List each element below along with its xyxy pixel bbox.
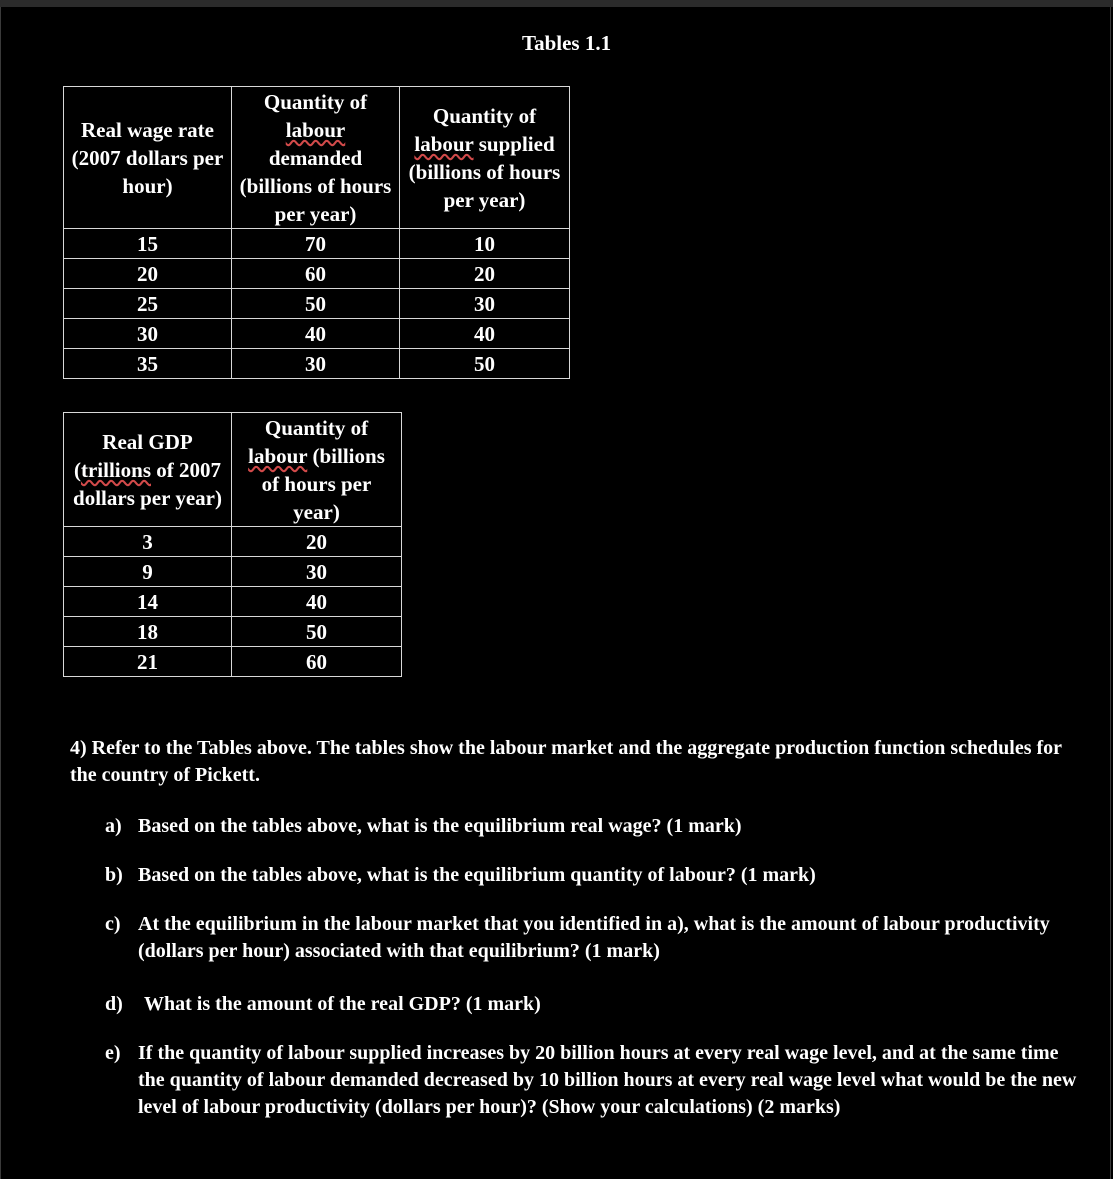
table-cell: 30 (232, 557, 402, 587)
table-row (64, 557, 402, 587)
table-cell: 70 (232, 229, 400, 259)
header-quantity-of-labour (232, 413, 402, 527)
table-row (64, 259, 570, 289)
labour-market-table (63, 86, 570, 379)
table-cell: 60 (232, 647, 402, 677)
table-row (64, 527, 402, 557)
header-text: Quantity of labour supplied (billions of hours per year) (408, 103, 561, 212)
table-cell: 50 (232, 617, 402, 647)
table-row (64, 319, 570, 349)
part-marker: a) (105, 815, 122, 837)
table-cell: 18 (64, 617, 232, 647)
table-row (64, 289, 570, 319)
table-cell: 30 (64, 319, 232, 349)
table-cell: 20 (64, 259, 232, 289)
table-row (64, 587, 402, 617)
header-labour-demanded (232, 87, 400, 229)
table-cell: 25 (64, 289, 232, 319)
table-cell: 30 (232, 349, 400, 379)
table-cell: 35 (64, 349, 232, 379)
table-cell: 30 (400, 289, 570, 319)
question-part-c (105, 911, 1080, 965)
header-text: Real GDP (trillions of 2007 dollars per year) (73, 429, 222, 510)
header-text: Real wage rate (2007 dollars per hour) (71, 117, 224, 198)
header-real-wage-rate (64, 87, 232, 229)
document-page (0, 7, 1111, 1179)
table-cell: 40 (232, 319, 400, 349)
table-header-row (64, 87, 570, 229)
table-cell: 40 (400, 319, 570, 349)
question-part-e (105, 1040, 1080, 1121)
table-cell: 9 (64, 557, 232, 587)
part-text: Based on the tables above, what is the equilibrium quantity of labour? (1 mark) (138, 864, 816, 886)
header-labour-supplied (400, 87, 570, 229)
question-part-b (105, 862, 1080, 889)
table-row (64, 229, 570, 259)
table-row (64, 647, 402, 677)
table-cell: 60 (232, 259, 400, 289)
table-cell: 10 (400, 229, 570, 259)
table-cell: 15 (64, 229, 232, 259)
table-cell: 50 (232, 289, 400, 319)
question-part-a (105, 813, 1080, 840)
tables-caption: Tables 1.1 (522, 31, 612, 55)
question-intro: 4) Refer to the Tables above. The tables show the labour market and the aggregate production function schedules for the country of Pickett. (70, 737, 1062, 786)
table-header-row (64, 413, 402, 527)
part-text: Based on the tables above, what is the equilibrium real wage? (1 mark) (138, 815, 742, 837)
part-marker: d) (105, 993, 123, 1015)
part-marker: b) (105, 864, 123, 886)
production-function-table (63, 412, 402, 677)
table-cell: 14 (64, 587, 232, 617)
header-text: Quantity of labour demanded (billions of hours per year) (239, 89, 392, 226)
part-text: At the equilibrium in the labour market that you identified in a), what is the amount of labour productivity (dollars per hour) associated with that equilibrium? (1 mark) (138, 913, 1050, 962)
window-top-edge (0, 0, 1113, 7)
part-text: If the quantity of labour supplied increases by 20 billion hours at every real wage level, and at the same time the quantity of labour demanded decreased by 10 billion hours at every real wage level what would be the new level of labour productivity (dollars per hour)? (Show your calculations) (2 marks) (138, 1042, 1077, 1118)
table-cell: 40 (232, 587, 402, 617)
table-cell: 21 (64, 647, 232, 677)
question-part-d (105, 991, 1080, 1018)
header-real-gdp (64, 413, 232, 527)
table-row (64, 617, 402, 647)
part-text: What is the amount of the real GDP? (1 mark) (144, 993, 541, 1015)
header-text: Quantity of labour (billions of hours per year) (248, 415, 385, 524)
table-cell: 3 (64, 527, 232, 557)
table-cell: 20 (232, 527, 402, 557)
part-marker: c) (105, 913, 121, 935)
table-cell: 50 (400, 349, 570, 379)
table-row (64, 349, 570, 379)
table-cell: 20 (400, 259, 570, 289)
part-marker: e) (105, 1042, 121, 1064)
